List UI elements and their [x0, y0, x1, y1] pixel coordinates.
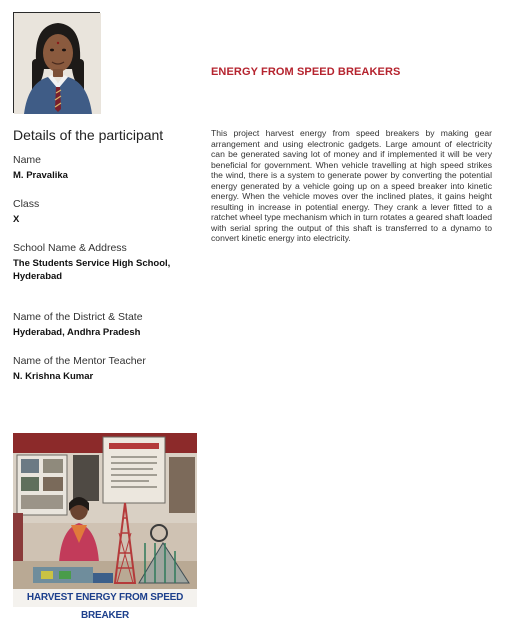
school-value-line2: Hyderabad: [13, 271, 63, 282]
district-label: Name of the District & State: [13, 311, 143, 323]
class-label: Class: [13, 198, 40, 210]
exhibit-caption: HARVEST ENERGY FROM SPEED BREAKER: [13, 589, 197, 607]
mentor-label: Name of the Mentor Teacher: [13, 355, 146, 367]
name-value: M. Pravalika: [13, 170, 68, 181]
participant-photo: [13, 12, 100, 113]
exhibit-photo: [13, 433, 197, 621]
details-heading: Details of the participant: [13, 127, 164, 143]
school-label: School Name & Address: [13, 242, 127, 254]
name-label: Name: [13, 154, 42, 166]
exhibit-photo-illustration: [13, 433, 197, 607]
class-value: X: [13, 214, 20, 225]
school-value-line1: The Students Service High School,: [13, 258, 171, 269]
mentor-value: N. Krishna Kumar: [13, 371, 94, 382]
project-title: ENERGY FROM SPEED BREAKERS: [211, 66, 401, 78]
participant-photo-illustration: [14, 13, 101, 114]
project-description: This project harvest energy from speed breakers by making gear arrangement and using electronic gadgets. Large amount of electricity can be generated saving lot of money and if implemented it will be very beneficial for government. When vehicle travelling at high speed strikes the wind, there is a system to generate power by converting the potential energy generated by a vehicle going up on a speed breaker into kinetic energy. When the vehicle moves over the inclined plates, it gains height resulting in increase in potential energy. They crank a lever fitted to a ratchet wheel type mechanism which in turn rotates a geared shaft loaded with serial spring the output of this shaft is transferred to a dynamo to convert kinetic energy into electricity.: [211, 128, 492, 243]
district-value: Hyderabad, Andhra Pradesh: [13, 327, 141, 338]
